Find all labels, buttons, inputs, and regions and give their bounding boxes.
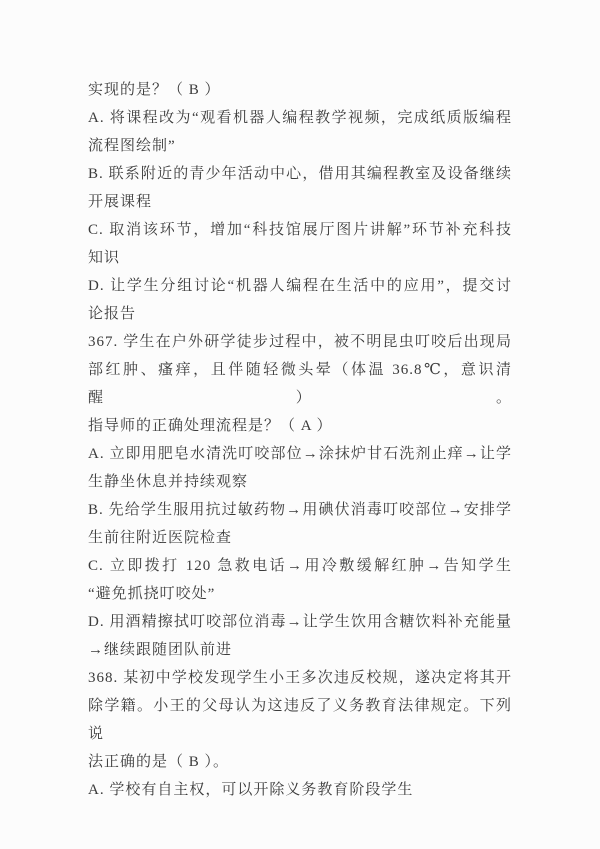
q368-option-a <box>88 776 512 804</box>
text-line: A. 立即用肥皂水清洗叮咬部位→涂抹炉甘石洗剂止痒→让学 <box>88 446 512 462</box>
text-line: 生前往附近医院检查 <box>88 530 233 546</box>
q366-option-a <box>88 104 512 160</box>
text-line: B. 联系附近的青少年活动中心，借用其编程教室及设备继续 <box>88 166 512 182</box>
text-line: 论报告 <box>88 306 137 322</box>
q366-option-c <box>88 216 512 272</box>
q367-option-c <box>88 552 512 608</box>
q367-option-a <box>88 440 512 496</box>
text-line: 368. 某初中学校发现学生小王多次违反校规，遂决定将其开 <box>88 670 512 686</box>
text-line: C. 立即拨打 120 急救电话→用冷敷缓解红肿→告知学生 <box>88 558 512 574</box>
text-line: 知识 <box>88 250 121 266</box>
text-line: 流程图绘制” <box>88 138 176 154</box>
text-line: 开展课程 <box>88 194 153 210</box>
text-line: 除学籍。小王的父母认为这违反了义务教育法律规定。下列说 <box>88 698 512 742</box>
q367-option-b <box>88 496 512 552</box>
text-line: 实现的是？（ B ） <box>88 82 221 98</box>
q366-stem-tail <box>88 76 512 104</box>
q368-stem <box>88 664 512 776</box>
q366-option-b <box>88 160 512 216</box>
q367-stem <box>88 328 512 440</box>
question-text-block <box>88 76 512 804</box>
text-line: →继续跟随团队前进 <box>88 642 233 658</box>
text-line: A. 学校有自主权，可以开除义务教育阶段学生 <box>88 782 414 798</box>
text-line: 指导师的正确处理流程是？（ A ） <box>88 418 333 434</box>
text-line: A. 将课程改为“观看机器人编程教学视频，完成纸质版编程 <box>88 110 512 126</box>
text-line: C. 取消该环节，增加“科技馆展厅图片讲解”环节补充科技 <box>88 222 512 238</box>
text-line: 生静坐休息并持续观察 <box>88 474 249 490</box>
text-line: 部红肿、瘙痒，且伴随轻微头晕（体温 36.8℃，意识清醒）。 <box>88 362 512 406</box>
q366-option-d <box>88 272 512 328</box>
q367-option-d <box>88 608 512 664</box>
text-line: D. 让学生分组讨论“机器人编程在生活中的应用”，提交讨 <box>88 278 512 294</box>
text-line: B. 先给学生服用抗过敏药物→用碘伏消毒叮咬部位→安排学 <box>88 502 512 518</box>
text-line: 法正确的是（ B ）。 <box>88 754 230 770</box>
text-line: “避免抓挠叮咬处” <box>88 586 216 602</box>
text-line: D. 用酒精擦拭叮咬部位消毒→让学生饮用含糖饮料补充能量 <box>88 614 512 630</box>
text-line: 367. 学生在户外研学徒步过程中，被不明昆虫叮咬后出现局 <box>88 334 512 350</box>
